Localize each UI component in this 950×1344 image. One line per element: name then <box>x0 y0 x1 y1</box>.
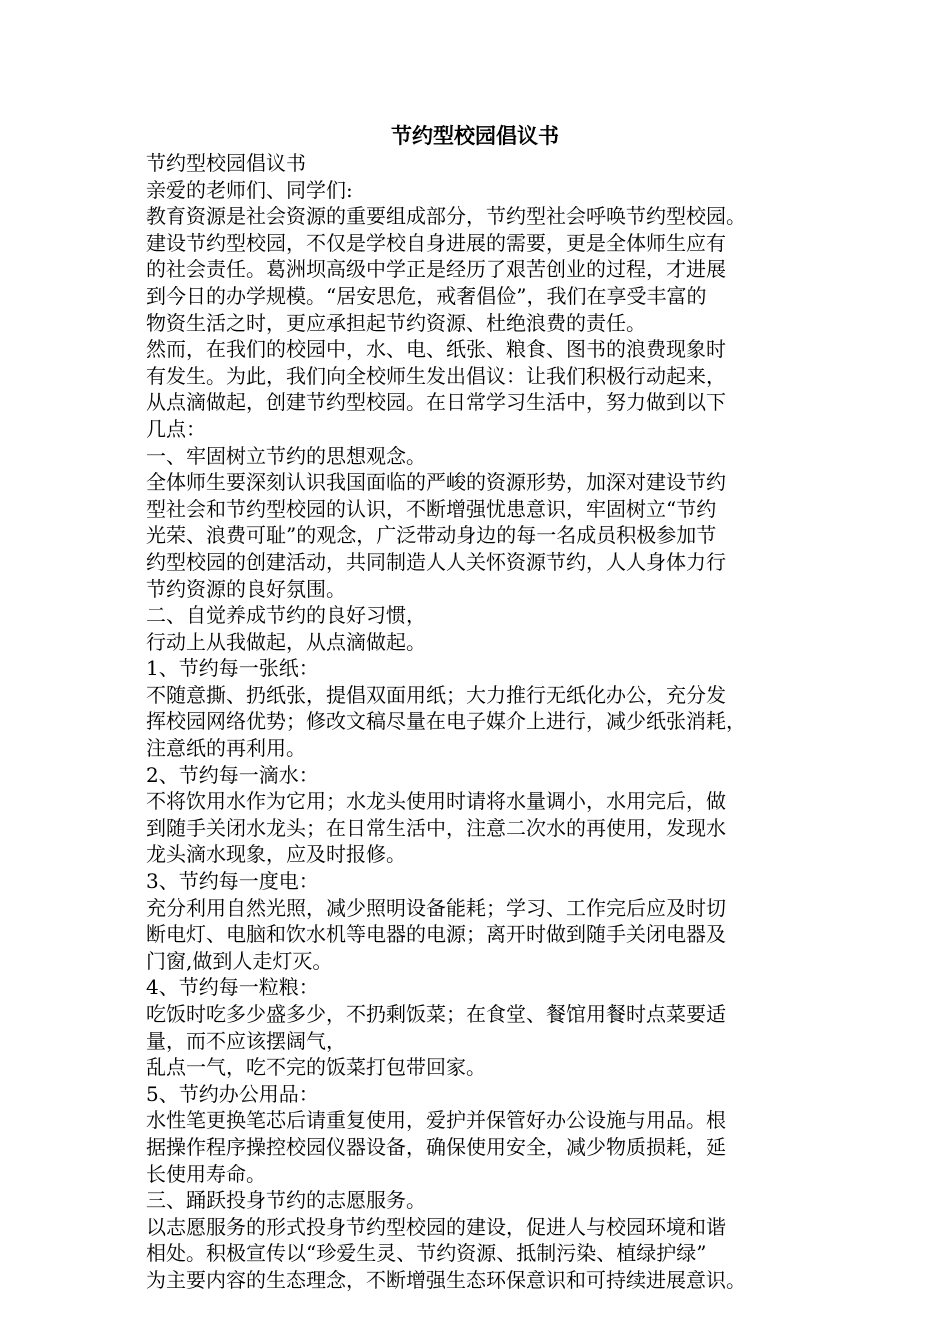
body-line: 3、节约每一度电： <box>146 869 319 894</box>
body-line: 的社会责任。葛洲坝高级中学正是经历了艰苦创业的过程，才进展 <box>146 257 726 282</box>
body-line: 光荣、浪费可耻”的观念，广泛带动身边的每一名成员积极参加节 <box>146 523 717 548</box>
body-line: 乱点一气，吃不完的饭菜打包带回家。 <box>146 1055 486 1080</box>
body-line: 门窗,做到人走灯灭。 <box>146 948 333 973</box>
body-line: 节约资源的良好氛围。 <box>146 576 346 601</box>
body-line: 吃饭时吃多少盛多少，不扔剩饭菜；在食堂、餐馆用餐时点菜要适 <box>146 1002 726 1026</box>
document-body <box>146 150 816 1294</box>
body-line: 一、牢固树立节约的思想观念。 <box>146 443 426 468</box>
body-line: 型社会和节约型校园的认识，不断增强忧患意识，牢固树立“节约 <box>146 496 717 521</box>
body-line: 为主要内容的生态理念，不断增强生态环保意识和可持续进展意识。 <box>146 1267 746 1292</box>
body-line: 量，而不应该摆阔气， <box>146 1028 346 1053</box>
body-line: 建设节约型校园，不仅是学校自身进展的需要，更是全体师生应有 <box>146 230 726 255</box>
body-line: 到今日的办学规模。“居安思危，戒奢倡俭”，我们在享受丰富的 <box>146 283 707 308</box>
document-title: 节约型校园倡议书 <box>391 123 559 148</box>
body-line: 2、节约每一滴水： <box>146 762 319 787</box>
body-line: 5、节约办公用品： <box>146 1081 319 1106</box>
body-line: 物资生活之时，更应承担起节约资源、杜绝浪费的责任。 <box>146 310 646 335</box>
body-line: 然而，在我们的校园中，水、电、纸张、粮食、图书的浪费现象时 <box>146 337 726 362</box>
body-line: 水性笔更换笔芯后请重复使用，爱护并保管好办公设施与用品。根 <box>146 1108 726 1133</box>
body-line: 有发生。为此，我们向全校师生发出倡议：让我们积极行动起来， <box>146 363 726 388</box>
body-line: 不将饮用水作为它用；水龙头使用时请将水量调小，水用完后，做 <box>146 789 726 814</box>
body-line: 据操作程序操控校园仪器设备，确保使用安全，减少物质损耗，延 <box>146 1134 726 1159</box>
body-line: 约型校园的创建活动，共同制造人人关怀资源节约，人人身体力行 <box>146 549 726 574</box>
body-line: 挥校园网络优势；修改文稿尽量在电子媒介上进行，减少纸张消耗， <box>146 709 746 734</box>
body-line: 节约型校园倡议书 <box>146 151 306 175</box>
body-line: 相处。积极宣传以“珍爱生灵、节约资源、抵制污染、植绿护绿” <box>146 1241 707 1266</box>
body-line: 亲爱的老师们、同学们: <box>146 177 353 202</box>
body-line: 4、节约每一粒粮： <box>146 975 319 1000</box>
body-line: 长使用寿命。 <box>146 1161 266 1186</box>
body-line: 龙头滴水现象，应及时报修。 <box>146 842 406 867</box>
body-line: 1、节约每一张纸： <box>146 656 319 681</box>
body-line: 三、踊跃投身节约的志愿服务。 <box>146 1188 426 1213</box>
body-line: 二、自觉养成节约的良好习惯， <box>146 603 426 628</box>
body-line: 充分利用自然光照，减少照明设备能耗；学习、工作完后应及时切 <box>146 895 726 920</box>
body-line: 注意纸的再利用。 <box>146 736 306 761</box>
body-line: 几点： <box>146 416 206 441</box>
body-line: 断电灯、电脑和饮水机等电器的电源；离开时做到随手关闭电器及 <box>146 922 726 947</box>
body-line: 教育资源是社会资源的重要组成部分，节约型社会呼唤节约型校园。 <box>146 204 746 229</box>
body-line: 不随意撕、扔纸张，提倡双面用纸；大力推行无纸化办公，充分发 <box>146 682 726 707</box>
body-line: 到随手关闭水龙头；在日常生活中，注意二次水的再使用，发现水 <box>146 815 726 840</box>
body-line: 行动上从我做起，从点滴做起。 <box>146 629 426 654</box>
body-line: 从点滴做起，创建节约型校园。在日常学习生活中，努力做到以下 <box>146 390 726 415</box>
body-line: 全体师生要深刻认识我国面临的严峻的资源形势，加深对建设节约 <box>146 470 726 495</box>
body-line: 以志愿服务的形式投身节约型校园的建设，促进人与校园环境和谐 <box>146 1214 726 1239</box>
